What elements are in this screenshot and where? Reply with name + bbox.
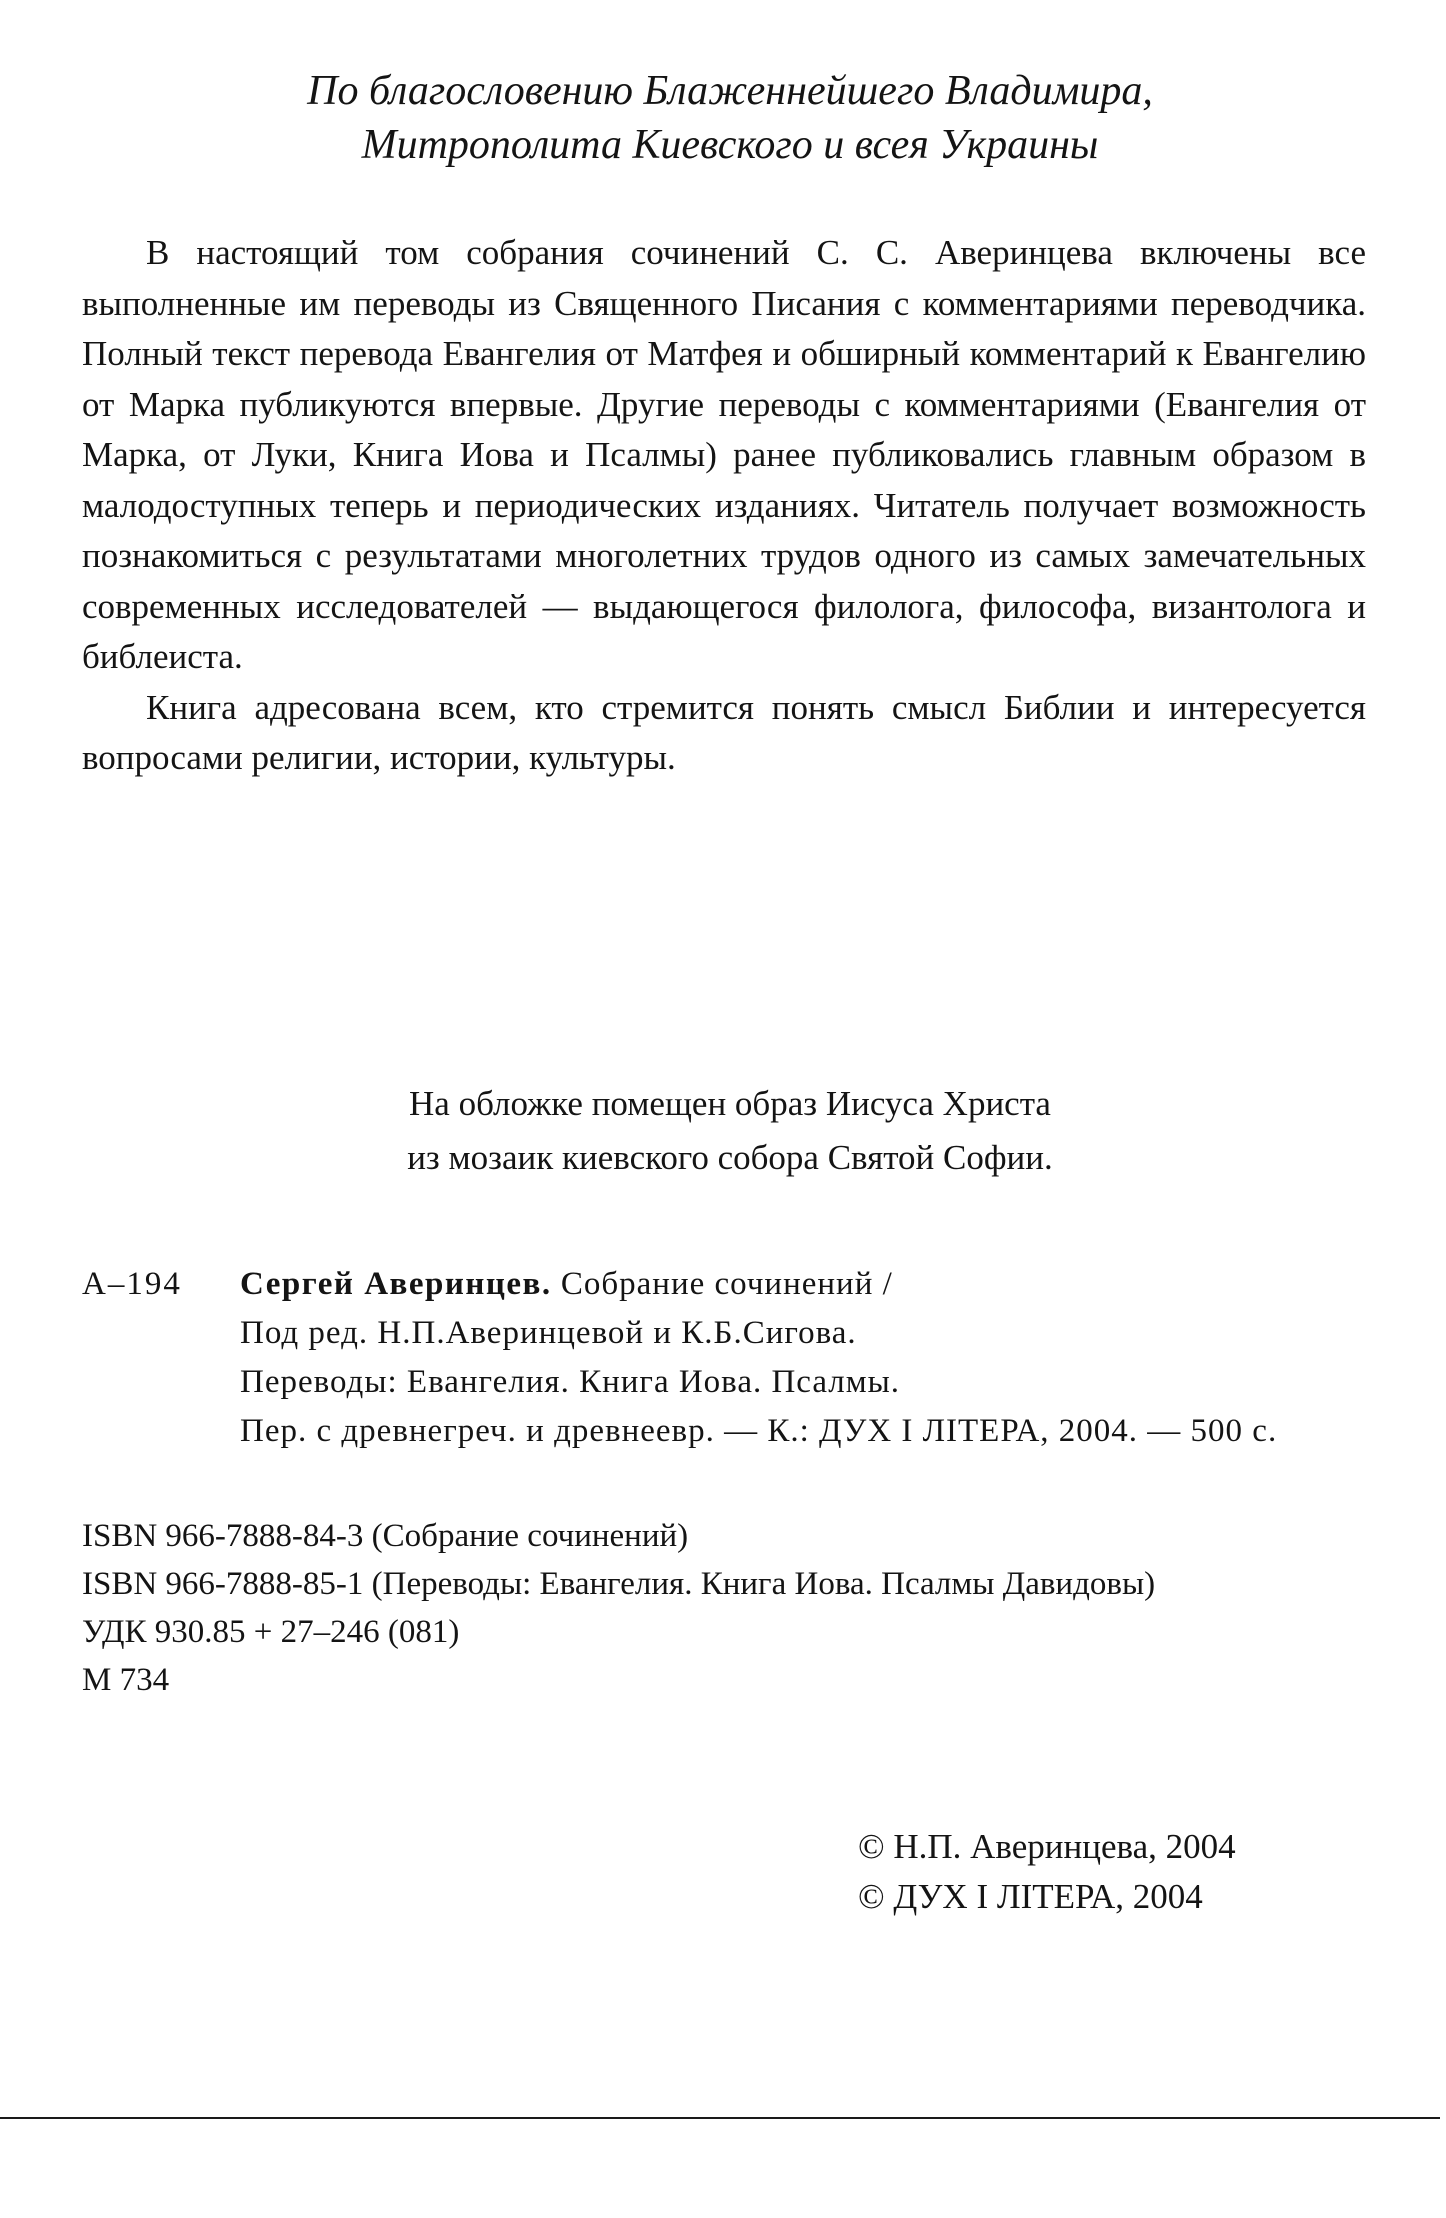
copyright-block bbox=[858, 1822, 1236, 1922]
bibliographic-line-2: Под ред. Н.П.Аверинцевой и К.Б.Сигова. bbox=[240, 1315, 857, 1351]
udk-code: УДК 930.85 + 27–246 (081) bbox=[82, 1614, 460, 1650]
cover-note-line-1: На обложке помещен образ Иисуса Христа bbox=[409, 1084, 1051, 1123]
library-code: А–194 bbox=[82, 1266, 182, 1302]
bibliographic-line-4: Пер. с древнегреч. и древнеевр. — К.: ДУХ І ЛІТЕРА, 2004. — 500 с. bbox=[240, 1413, 1278, 1449]
cover-note bbox=[300, 1077, 1160, 1185]
collection-title: Собрание сочинений / bbox=[560, 1266, 893, 1302]
blessing-line-2: Митрополита Киевского и всея Украины bbox=[361, 122, 1099, 168]
book-annotation bbox=[82, 228, 1366, 784]
isbn-translations: ISBN 966-7888-85-1 (Переводы: Евангелия. Книга Иова. Псалмы Давидовы) bbox=[82, 1566, 1156, 1602]
blessing-epigraph bbox=[230, 64, 1230, 172]
copyright-line-2: © ДУХ І ЛІТЕРА, 2004 bbox=[858, 1877, 1203, 1916]
author-name: Сергей Аверинцев. bbox=[240, 1266, 552, 1302]
isbn-collection: ISBN 966-7888-84-3 (Собрание сочинений) bbox=[82, 1518, 689, 1554]
bibliographic-lines bbox=[240, 1260, 1380, 1456]
blessing-line-1: По благословению Блаженнейшего Владимира, bbox=[307, 68, 1153, 114]
catalog-identifiers bbox=[82, 1512, 1155, 1704]
annotation-paragraph-2: Книга адресована всем, кто стремится понять смысл Библии и интересуется вопросами религии, истории, культуры. bbox=[82, 687, 1366, 777]
bibliographic-line-3: Переводы: Евангелия. Книга Иова. Псалмы. bbox=[240, 1364, 901, 1400]
copyright-line-1: © Н.П. Аверинцева, 2004 bbox=[858, 1827, 1236, 1866]
bottom-divider bbox=[0, 2117, 1440, 2119]
bbk-code: М 734 bbox=[82, 1662, 170, 1698]
bibliographic-line-1 bbox=[240, 1260, 1380, 1309]
cover-note-line-2: из мозаик киевского собора Святой Софии. bbox=[407, 1138, 1053, 1177]
annotation-paragraph-1: В настоящий том собрания сочинений С. С. Аверинцева включены все выполненные им переводы из Священного Писания с комментариями переводчика. Полный текст перевода Евангелия от Матфея и обширный комментарий к Евангелию от Марка публикуются впервые. Другие переводы с комментариями (Евангелия от Марка, от Луки, Книга Иова и Псалмы) ранее публиковались главным образом в малодоступных теперь и периодических изданиях. Читатель получает возможность познакомиться с результатами многолетних трудов одного из самых замечательных современных исследователей — выдающегося филолога, философа, византолога и библеиста. bbox=[82, 233, 1366, 676]
